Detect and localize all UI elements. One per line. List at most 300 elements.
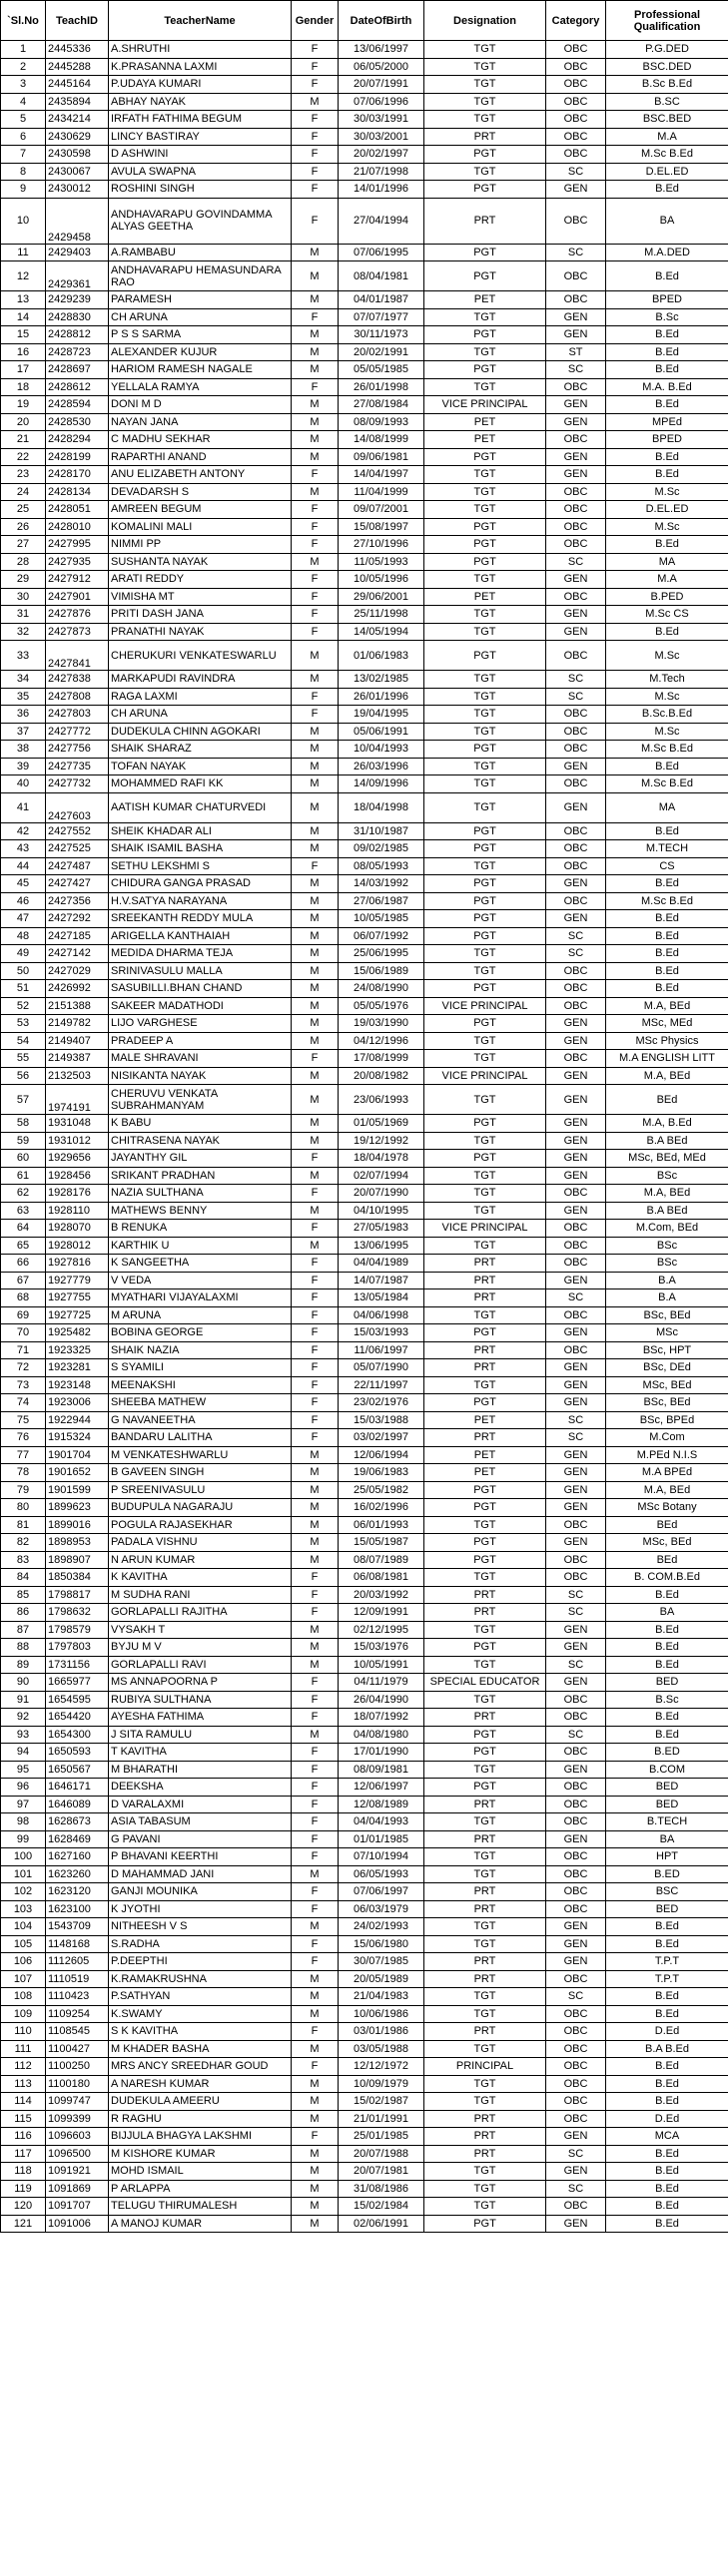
cell-category: OBC	[546, 2075, 606, 2093]
cell-gender: M	[292, 1551, 339, 1569]
cell-gender: F	[292, 1429, 339, 1447]
cell-sl-no: 34	[1, 671, 46, 689]
cell-qualification: BSc, DEd	[606, 1359, 728, 1377]
cell-teach-id: 2428051	[46, 501, 109, 519]
cell-teacher-name: CHERUVU VENKATA SUBRAHMANYAM	[109, 1085, 292, 1115]
cell-designation: PGT	[424, 1551, 546, 1569]
table-row	[1, 466, 728, 484]
cell-teacher-name: ANU ELIZABETH ANTONY	[109, 466, 292, 484]
cell-date-of-birth: 21/07/1998	[339, 163, 424, 181]
cell-teacher-name: ASIA TABASUM	[109, 1813, 292, 1831]
cell-qualification: B.Ed	[606, 822, 728, 840]
table-row	[1, 1324, 728, 1342]
cell-qualification: M.A. B.Ed	[606, 378, 728, 396]
cell-designation: TGT	[424, 76, 546, 94]
cell-sl-no: 81	[1, 1516, 46, 1534]
cell-teach-id: 1099747	[46, 2093, 109, 2111]
cell-gender: F	[292, 1848, 339, 1866]
cell-designation: TGT	[424, 163, 546, 181]
cell-qualification: M.Sc	[606, 518, 728, 536]
cell-designation: TGT	[424, 1050, 546, 1068]
cell-teach-id: 1100180	[46, 2075, 109, 2093]
cell-date-of-birth: 02/06/1991	[339, 2215, 424, 2233]
cell-teach-id: 2445336	[46, 41, 109, 59]
cell-gender: M	[292, 93, 339, 111]
cell-date-of-birth: 29/06/2001	[339, 588, 424, 606]
cell-gender: M	[292, 261, 339, 291]
cell-qualification: B. COM.B.Ed	[606, 1569, 728, 1587]
cell-sl-no: 33	[1, 641, 46, 671]
cell-teach-id: 2149387	[46, 1050, 109, 1068]
cell-designation: PET	[424, 1464, 546, 1482]
cell-sl-no: 108	[1, 1988, 46, 2006]
cell-sl-no: 75	[1, 1411, 46, 1429]
cell-qualification: B.Ed	[606, 2093, 728, 2111]
cell-qualification: BSc	[606, 1237, 728, 1255]
cell-designation: TGT	[424, 775, 546, 793]
cell-sl-no: 15	[1, 326, 46, 344]
cell-teacher-name: H.V.SATYA NARAYANA	[109, 892, 292, 910]
table-row	[1, 1132, 728, 1150]
cell-teach-id: 1628673	[46, 1813, 109, 1831]
cell-date-of-birth: 23/02/1976	[339, 1394, 424, 1412]
cell-teach-id: 1901704	[46, 1446, 109, 1464]
cell-category: OBC	[546, 2005, 606, 2023]
cell-designation: PGT	[424, 822, 546, 840]
cell-designation: TGT	[424, 1988, 546, 2006]
cell-date-of-birth: 15/02/1984	[339, 2198, 424, 2216]
cell-gender: F	[292, 378, 339, 396]
cell-gender: M	[292, 2163, 339, 2181]
cell-teach-id: 1091869	[46, 2180, 109, 2198]
cell-gender: M	[292, 1621, 339, 1639]
cell-teacher-name: ANDHAVARAPU GOVINDAMMA ALYAS GEETHA	[109, 198, 292, 244]
cell-date-of-birth: 04/04/1993	[339, 1813, 424, 1831]
cell-date-of-birth: 30/03/1991	[339, 111, 424, 129]
cell-sl-no: 44	[1, 857, 46, 875]
cell-qualification: MSc, MEd	[606, 1015, 728, 1033]
cell-category: GEN	[546, 1115, 606, 1133]
cell-category: SC	[546, 1656, 606, 1674]
cell-date-of-birth: 05/07/1990	[339, 1359, 424, 1377]
cell-teacher-name: D VARALAXMI	[109, 1796, 292, 1813]
cell-teach-id: 2427901	[46, 588, 109, 606]
cell-qualification: B.Ed	[606, 2075, 728, 2093]
cell-qualification: M.Sc	[606, 641, 728, 671]
cell-gender: F	[292, 146, 339, 164]
cell-date-of-birth: 24/02/1993	[339, 1918, 424, 1936]
cell-category: OBC	[546, 261, 606, 291]
cell-gender: M	[292, 1970, 339, 1988]
cell-sl-no: 24	[1, 483, 46, 501]
cell-category: OBC	[546, 857, 606, 875]
cell-teacher-name: SETHU LEKSHMI S	[109, 857, 292, 875]
cell-sl-no: 40	[1, 775, 46, 793]
cell-sl-no: 109	[1, 2005, 46, 2023]
cell-gender: F	[292, 198, 339, 244]
cell-teacher-name: J SITA RAMULU	[109, 1726, 292, 1744]
cell-date-of-birth: 20/07/1991	[339, 76, 424, 94]
cell-date-of-birth: 10/06/1986	[339, 2005, 424, 2023]
cell-sl-no: 50	[1, 962, 46, 980]
table-row	[1, 93, 728, 111]
cell-designation: PRT	[424, 1970, 546, 1988]
cell-designation: PGT	[424, 927, 546, 945]
table-row	[1, 378, 728, 396]
table-row	[1, 1691, 728, 1709]
cell-teacher-name: K JYOTHI	[109, 1900, 292, 1918]
table-row	[1, 857, 728, 875]
cell-teacher-name: PRANATHI NAYAK	[109, 623, 292, 641]
cell-category: OBC	[546, 962, 606, 980]
cell-category: SC	[546, 688, 606, 706]
table-row	[1, 1796, 728, 1813]
cell-teach-id: 2445288	[46, 58, 109, 76]
cell-category: SC	[546, 1988, 606, 2006]
cell-teacher-name: A MANOJ KUMAR	[109, 2215, 292, 2233]
cell-teach-id: 2427803	[46, 706, 109, 724]
cell-teach-id: 2430598	[46, 146, 109, 164]
cell-date-of-birth: 15/03/1976	[339, 1639, 424, 1657]
cell-category: SC	[546, 1586, 606, 1604]
cell-gender: F	[292, 1691, 339, 1709]
cell-qualification: MSc Botany	[606, 1499, 728, 1517]
cell-qualification: B.Sc	[606, 1691, 728, 1709]
cell-gender: F	[292, 1935, 339, 1953]
table-header	[1, 1, 728, 41]
cell-teacher-name: MRS ANCY SREEDHAR GOUD	[109, 2058, 292, 2076]
cell-teach-id: 1928012	[46, 1237, 109, 1255]
cell-gender: M	[292, 1481, 339, 1499]
cell-sl-no: 7	[1, 146, 46, 164]
cell-sl-no: 74	[1, 1394, 46, 1412]
cell-teach-id: 1923148	[46, 1376, 109, 1394]
cell-category: OBC	[546, 76, 606, 94]
cell-date-of-birth: 15/06/1989	[339, 962, 424, 980]
table-row	[1, 58, 728, 76]
cell-sl-no: 110	[1, 2023, 46, 2041]
cell-sl-no: 82	[1, 1534, 46, 1552]
cell-category: OBC	[546, 128, 606, 146]
table-body	[1, 41, 728, 2233]
cell-qualification: M.Com	[606, 1429, 728, 1447]
cell-date-of-birth: 17/08/1999	[339, 1050, 424, 1068]
cell-teacher-name: BIJJULA BHAGYA LAKSHMI	[109, 2128, 292, 2146]
cell-sl-no: 63	[1, 1202, 46, 1220]
cell-designation: TGT	[424, 1761, 546, 1779]
cell-teacher-name: CH ARUNA	[109, 308, 292, 326]
cell-teacher-name: SRINIVASULU MALLA	[109, 962, 292, 980]
cell-gender: F	[292, 1150, 339, 1168]
cell-gender: M	[292, 2093, 339, 2111]
cell-teacher-name: P.UDAYA KUMARI	[109, 76, 292, 94]
table-row	[1, 483, 728, 501]
cell-teacher-name: P.SATHYAN	[109, 1988, 292, 2006]
cell-category: OBC	[546, 1779, 606, 1797]
cell-sl-no: 97	[1, 1796, 46, 1813]
cell-gender: F	[292, 1359, 339, 1377]
cell-date-of-birth: 14/07/1987	[339, 1272, 424, 1289]
cell-date-of-birth: 10/05/1985	[339, 910, 424, 928]
cell-sl-no: 46	[1, 892, 46, 910]
cell-sl-no: 70	[1, 1324, 46, 1342]
cell-sl-no: 112	[1, 2058, 46, 2076]
cell-teacher-name: KOMALINI MALI	[109, 518, 292, 536]
cell-designation: TGT	[424, 2198, 546, 2216]
cell-teacher-name: MS ANNAPOORNA P	[109, 1674, 292, 1692]
table-row	[1, 741, 728, 759]
cell-teach-id: 1899623	[46, 1499, 109, 1517]
cell-sl-no: 61	[1, 1167, 46, 1185]
cell-category: SC	[546, 2180, 606, 2198]
cell-qualification: B.Ed	[606, 1726, 728, 1744]
cell-sl-no: 11	[1, 244, 46, 261]
cell-sl-no: 99	[1, 1830, 46, 1848]
cell-date-of-birth: 13/05/1984	[339, 1289, 424, 1307]
cell-sl-no: 4	[1, 93, 46, 111]
cell-qualification: M.A ENGLISH LITT	[606, 1050, 728, 1068]
cell-designation: PGT	[424, 146, 546, 164]
cell-category: OBC	[546, 536, 606, 554]
cell-designation: VICE PRINCIPAL	[424, 997, 546, 1015]
cell-category: OBC	[546, 1970, 606, 1988]
cell-sl-no: 91	[1, 1691, 46, 1709]
table-row	[1, 1918, 728, 1936]
cell-teach-id: 2427142	[46, 945, 109, 963]
cell-designation: PRT	[424, 1341, 546, 1359]
table-row	[1, 1150, 728, 1168]
cell-teach-id: 2132503	[46, 1067, 109, 1085]
cell-teacher-name: NITHEESH V S	[109, 1918, 292, 1936]
cell-teacher-name: RAGA LAXMI	[109, 688, 292, 706]
cell-sl-no: 5	[1, 111, 46, 129]
cell-teach-id: 2427552	[46, 822, 109, 840]
cell-date-of-birth: 10/09/1979	[339, 2075, 424, 2093]
cell-gender: F	[292, 1185, 339, 1203]
cell-teach-id: 1096603	[46, 2128, 109, 2146]
cell-sl-no: 8	[1, 163, 46, 181]
cell-gender: M	[292, 2145, 339, 2163]
cell-teach-id: 2430067	[46, 163, 109, 181]
cell-teach-id: 2427995	[46, 536, 109, 554]
cell-qualification: M.A, BEd	[606, 1481, 728, 1499]
cell-sl-no: 43	[1, 840, 46, 858]
cell-teach-id: 1798632	[46, 1604, 109, 1622]
cell-teacher-name: K.RAMAKRUSHNA	[109, 1970, 292, 1988]
cell-category: GEN	[546, 1534, 606, 1552]
cell-category: GEN	[546, 1167, 606, 1185]
cell-designation: PET	[424, 413, 546, 431]
cell-qualification: BSC	[606, 1883, 728, 1901]
cell-teacher-name: BANDARU LALITHA	[109, 1429, 292, 1447]
cell-gender: F	[292, 1376, 339, 1394]
cell-qualification: B.Ed	[606, 2163, 728, 2181]
cell-qualification: D.EL.ED	[606, 501, 728, 519]
cell-gender: M	[292, 892, 339, 910]
cell-sl-no: 32	[1, 623, 46, 641]
cell-qualification: D.EL.ED	[606, 163, 728, 181]
cell-date-of-birth: 26/01/1998	[339, 378, 424, 396]
cell-sl-no: 29	[1, 571, 46, 589]
cell-teach-id: 2427876	[46, 606, 109, 624]
cell-date-of-birth: 06/07/1992	[339, 927, 424, 945]
table-row	[1, 1085, 728, 1115]
table-row	[1, 623, 728, 641]
cell-date-of-birth: 12/12/1972	[339, 2058, 424, 2076]
cell-designation: TGT	[424, 623, 546, 641]
cell-sl-no: 114	[1, 2093, 46, 2111]
cell-teacher-name: P S S SARMA	[109, 326, 292, 344]
cell-category: GEN	[546, 1953, 606, 1971]
cell-teach-id: 1850384	[46, 1569, 109, 1587]
table-row	[1, 1516, 728, 1534]
cell-designation: TGT	[424, 1202, 546, 1220]
cell-category: GEN	[546, 1761, 606, 1779]
cell-teacher-name: BOBINA GEORGE	[109, 1324, 292, 1342]
cell-gender: M	[292, 775, 339, 793]
cell-designation: PRT	[424, 1709, 546, 1727]
cell-date-of-birth: 18/07/1992	[339, 1709, 424, 1727]
cell-teach-id: 1112605	[46, 1953, 109, 1971]
cell-teach-id: 2427873	[46, 623, 109, 641]
cell-qualification: B.Sc	[606, 308, 728, 326]
cell-qualification: M.Sc CS	[606, 606, 728, 624]
cell-designation: PRT	[424, 1830, 546, 1848]
cell-qualification: B.Ed	[606, 2005, 728, 2023]
cell-teacher-name: CHIDURA GANGA PRASAD	[109, 875, 292, 893]
cell-designation: PET	[424, 588, 546, 606]
cell-qualification: B.Ed	[606, 326, 728, 344]
cell-sl-no: 6	[1, 128, 46, 146]
cell-teach-id: 1650567	[46, 1761, 109, 1779]
table-row	[1, 536, 728, 554]
cell-designation: PRT	[424, 1586, 546, 1604]
cell-designation: PRT	[424, 1604, 546, 1622]
cell-date-of-birth: 09/02/1985	[339, 840, 424, 858]
table-row	[1, 291, 728, 309]
cell-category: SC	[546, 1726, 606, 1744]
cell-category: SC	[546, 244, 606, 261]
cell-designation: TGT	[424, 1865, 546, 1883]
cell-designation: PGT	[424, 910, 546, 928]
cell-teacher-name: DEEKSHA	[109, 1779, 292, 1797]
cell-date-of-birth: 23/06/1993	[339, 1085, 424, 1115]
cell-category: OBC	[546, 2198, 606, 2216]
cell-date-of-birth: 07/10/1994	[339, 1848, 424, 1866]
table-row	[1, 1639, 728, 1657]
cell-qualification: B.Ed	[606, 448, 728, 466]
cell-qualification: BSc, BEd	[606, 1306, 728, 1324]
cell-gender: M	[292, 840, 339, 858]
cell-teach-id: 1929656	[46, 1150, 109, 1168]
cell-qualification: M.Sc	[606, 723, 728, 741]
column-header: Designation	[424, 1, 546, 41]
cell-category: GEN	[546, 1935, 606, 1953]
cell-sl-no: 23	[1, 466, 46, 484]
cell-designation: TGT	[424, 945, 546, 963]
cell-category: GEN	[546, 1015, 606, 1033]
cell-gender: F	[292, 1604, 339, 1622]
cell-designation: PGT	[424, 244, 546, 261]
cell-teach-id: 2427808	[46, 688, 109, 706]
cell-sl-no: 118	[1, 2163, 46, 2181]
cell-teacher-name: DEVADARSH S	[109, 483, 292, 501]
table-row	[1, 1656, 728, 1674]
table-row	[1, 1744, 728, 1762]
cell-designation: TGT	[424, 343, 546, 361]
cell-gender: M	[292, 741, 339, 759]
cell-date-of-birth: 22/11/1997	[339, 1376, 424, 1394]
cell-sl-no: 38	[1, 741, 46, 759]
table-row	[1, 671, 728, 689]
cell-designation: PGT	[424, 1324, 546, 1342]
cell-teacher-name: RUBIYA SULTHANA	[109, 1691, 292, 1709]
cell-gender: M	[292, 758, 339, 775]
cell-teacher-name: TOFAN NAYAK	[109, 758, 292, 775]
cell-teach-id: 1623100	[46, 1900, 109, 1918]
cell-teacher-name: AMREEN BEGUM	[109, 501, 292, 519]
cell-gender: M	[292, 1499, 339, 1517]
table-row	[1, 2040, 728, 2058]
cell-designation: PGT	[424, 875, 546, 893]
cell-qualification: MSc, BEd	[606, 1534, 728, 1552]
cell-qualification: B.Sc B.Ed	[606, 76, 728, 94]
cell-gender: M	[292, 927, 339, 945]
cell-date-of-birth: 10/05/1996	[339, 571, 424, 589]
cell-category: GEN	[546, 1376, 606, 1394]
cell-teacher-name: DONI M D	[109, 396, 292, 414]
cell-category: GEN	[546, 2128, 606, 2146]
cell-designation: PGT	[424, 181, 546, 199]
cell-teacher-name: M BHARATHI	[109, 1761, 292, 1779]
cell-teach-id: 2427487	[46, 857, 109, 875]
cell-teacher-name: RAPARTHI ANAND	[109, 448, 292, 466]
cell-teacher-name: MOHAMMED RAFI KK	[109, 775, 292, 793]
cell-category: OBC	[546, 775, 606, 793]
cell-category: OBC	[546, 1551, 606, 1569]
cell-designation: VICE PRINCIPAL	[424, 396, 546, 414]
cell-teach-id: 1099399	[46, 2110, 109, 2128]
cell-gender: M	[292, 1656, 339, 1674]
cell-sl-no: 27	[1, 536, 46, 554]
cell-gender: M	[292, 1237, 339, 1255]
cell-category: GEN	[546, 326, 606, 344]
cell-gender: F	[292, 163, 339, 181]
cell-sl-no: 116	[1, 2128, 46, 2146]
cell-teacher-name: PRITI DASH JANA	[109, 606, 292, 624]
cell-gender: F	[292, 536, 339, 554]
cell-designation: PGT	[424, 448, 546, 466]
cell-teacher-name: D ASHWINI	[109, 146, 292, 164]
cell-gender: F	[292, 588, 339, 606]
table-row	[1, 1709, 728, 1727]
cell-date-of-birth: 04/06/1998	[339, 1306, 424, 1324]
cell-designation: TGT	[424, 466, 546, 484]
cell-date-of-birth: 26/01/1996	[339, 688, 424, 706]
table-row	[1, 308, 728, 326]
cell-category: GEN	[546, 466, 606, 484]
cell-designation: TGT	[424, 2075, 546, 2093]
cell-gender: F	[292, 41, 339, 59]
cell-gender: F	[292, 1394, 339, 1412]
cell-qualification: M.A BPEd	[606, 1464, 728, 1482]
cell-teach-id: 1109254	[46, 2005, 109, 2023]
cell-category: OBC	[546, 2058, 606, 2076]
cell-teacher-name: NISIKANTA NAYAK	[109, 1067, 292, 1085]
cell-date-of-birth: 15/03/1988	[339, 1411, 424, 1429]
table-row	[1, 2058, 728, 2076]
cell-date-of-birth: 19/06/1983	[339, 1464, 424, 1482]
